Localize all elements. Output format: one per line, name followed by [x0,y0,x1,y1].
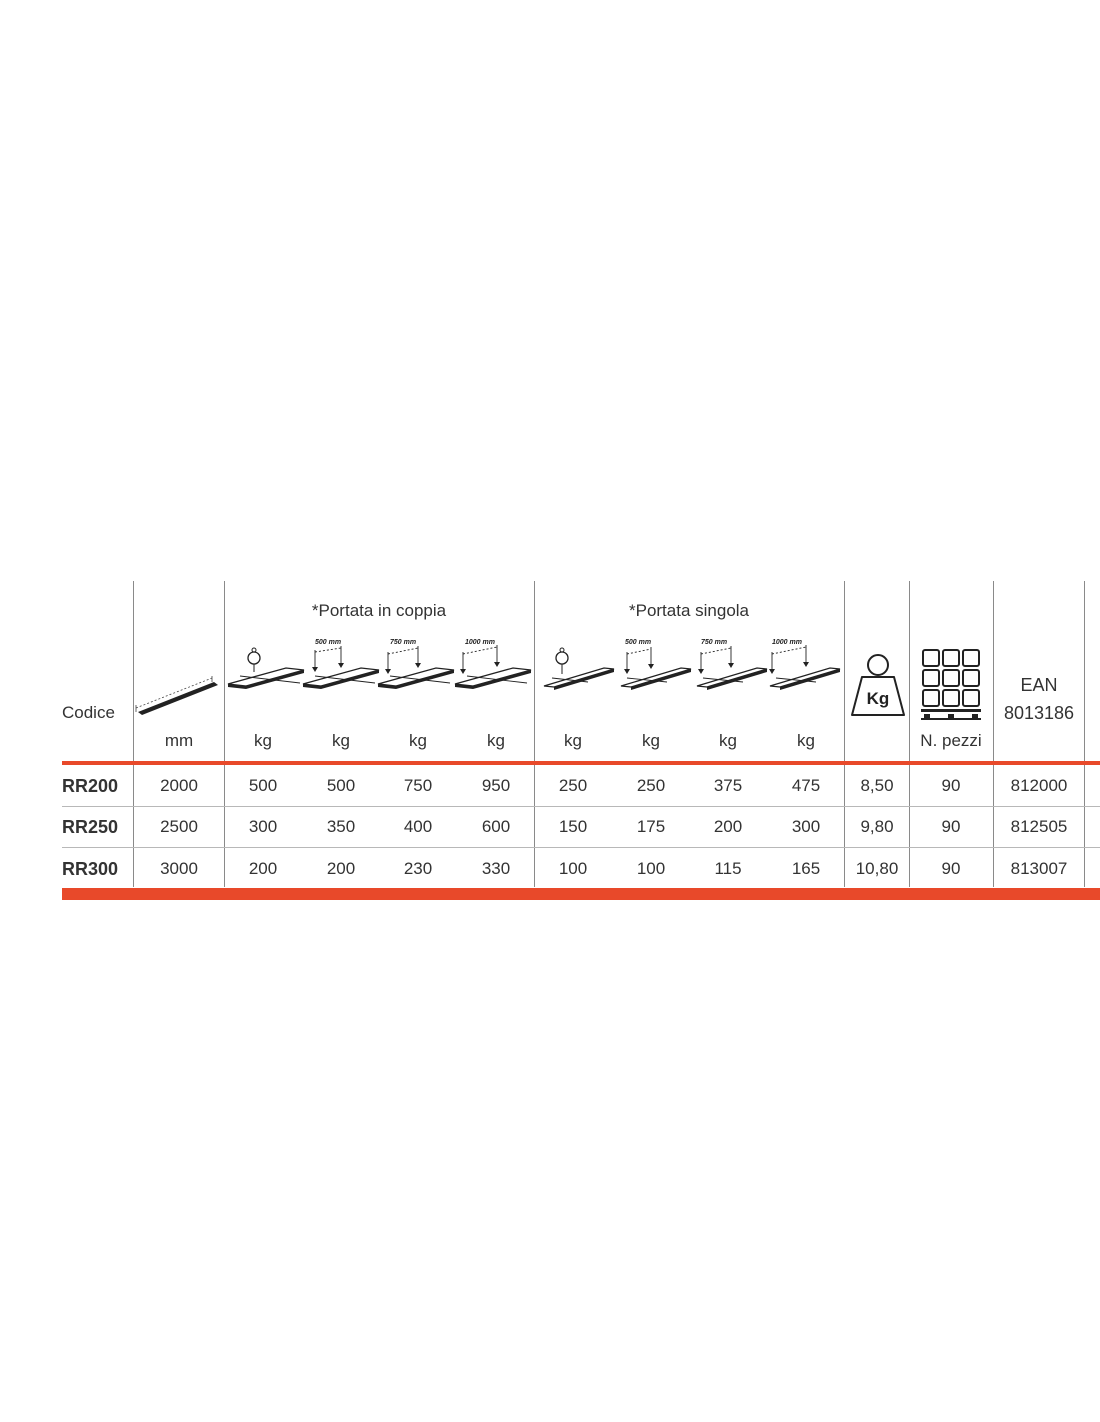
header-codice: Codice [62,703,115,722]
pair-1000mm-load-icon [453,632,533,692]
table-cell: 90 [941,776,961,795]
table-cell: 400 [403,817,433,836]
header-ean: EAN [1020,675,1058,695]
table-cell: 812505 [1010,817,1068,836]
unit-label: kg [642,731,660,750]
table-cell: 812000 [1010,776,1068,795]
table-cell: 150 [558,817,588,836]
table-cell: 375 [713,776,743,795]
table-cell: 350 [326,817,356,836]
table-cell: 9,80 [860,817,894,836]
single-center-load-icon [542,640,618,692]
table-cell: 115 [714,859,742,878]
table-cell: 500 [248,776,278,795]
group-header-pair: *Portata in coppia [311,601,447,620]
ramp-length-icon [134,676,220,720]
group-header-single: *Portata singola [628,601,750,620]
column-divider [534,581,535,887]
table-cell: 250 [558,776,588,795]
unit-label: kg [332,731,350,750]
product-code-cell: RR300 [62,859,119,879]
pallet-boxes-icon [920,647,984,721]
table-cell: 300 [791,817,821,836]
row-divider [62,806,1100,807]
product-code-cell: RR250 [62,817,119,837]
footer-rule [62,888,1100,900]
table-cell: 8,50 [860,776,894,795]
table-cell: 100 [558,859,588,878]
distance-label-1000: 1000 mm [465,639,495,646]
table-cell: 90 [941,817,961,836]
product-code-cell: RR200 [62,776,119,796]
column-divider [1084,581,1085,887]
table-cell: 330 [481,859,511,878]
pair-750mm-load-icon [376,632,456,692]
column-divider [844,581,845,887]
column-divider [909,581,910,887]
unit-label: kg [254,731,272,750]
table-cell: 950 [481,776,511,795]
table-cell: 3000 [160,859,198,878]
column-divider [133,581,134,887]
table-cell: 175 [636,817,666,836]
table-cell: 200 [326,859,356,878]
weight-icon [850,651,906,721]
table-cell: 600 [481,817,511,836]
table-cell: 813007 [1010,859,1068,878]
unit-label: mm [164,731,194,750]
unit-label: kg [797,731,815,750]
row-divider [62,847,1100,848]
table-cell: 2500 [160,817,198,836]
unit-label: kg [564,731,582,750]
distance-label-750: 750 mm [390,639,417,646]
pair-500mm-load-icon [301,632,381,692]
single-1000mm-load-icon [768,632,844,692]
distance-label-500: 500 mm [315,639,342,646]
column-divider [993,581,994,887]
table-cell: 200 [248,859,278,878]
single-750mm-load-icon [695,632,771,692]
unit-label: kg [409,731,427,750]
unit-label: kg [719,731,737,750]
table-cell: 230 [403,859,433,878]
unit-label: N. pezzi [920,731,982,750]
table-cell: 100 [636,859,666,878]
pair-center-load-icon [226,640,306,692]
weight-icon-label: Kg [866,689,890,708]
distance-label-1000: 1000 mm [772,639,802,646]
table-cell: 2000 [160,776,198,795]
header-rule [62,761,1100,765]
single-500mm-load-icon [619,632,695,692]
header-ean-prefix: 8013186 [1003,703,1075,723]
table-cell: 250 [636,776,666,795]
table-cell: 165 [791,859,821,878]
distance-label-750: 750 mm [701,639,728,646]
table-cell: 475 [791,776,821,795]
table-cell: 500 [326,776,356,795]
table-cell: 90 [941,859,961,878]
table-cell: 750 [403,776,433,795]
unit-label: kg [487,731,505,750]
table-cell: 10,80 [855,859,899,878]
distance-label-500: 500 mm [625,639,652,646]
table-cell: 300 [248,817,278,836]
table-cell: 200 [713,817,743,836]
column-divider [224,581,225,887]
